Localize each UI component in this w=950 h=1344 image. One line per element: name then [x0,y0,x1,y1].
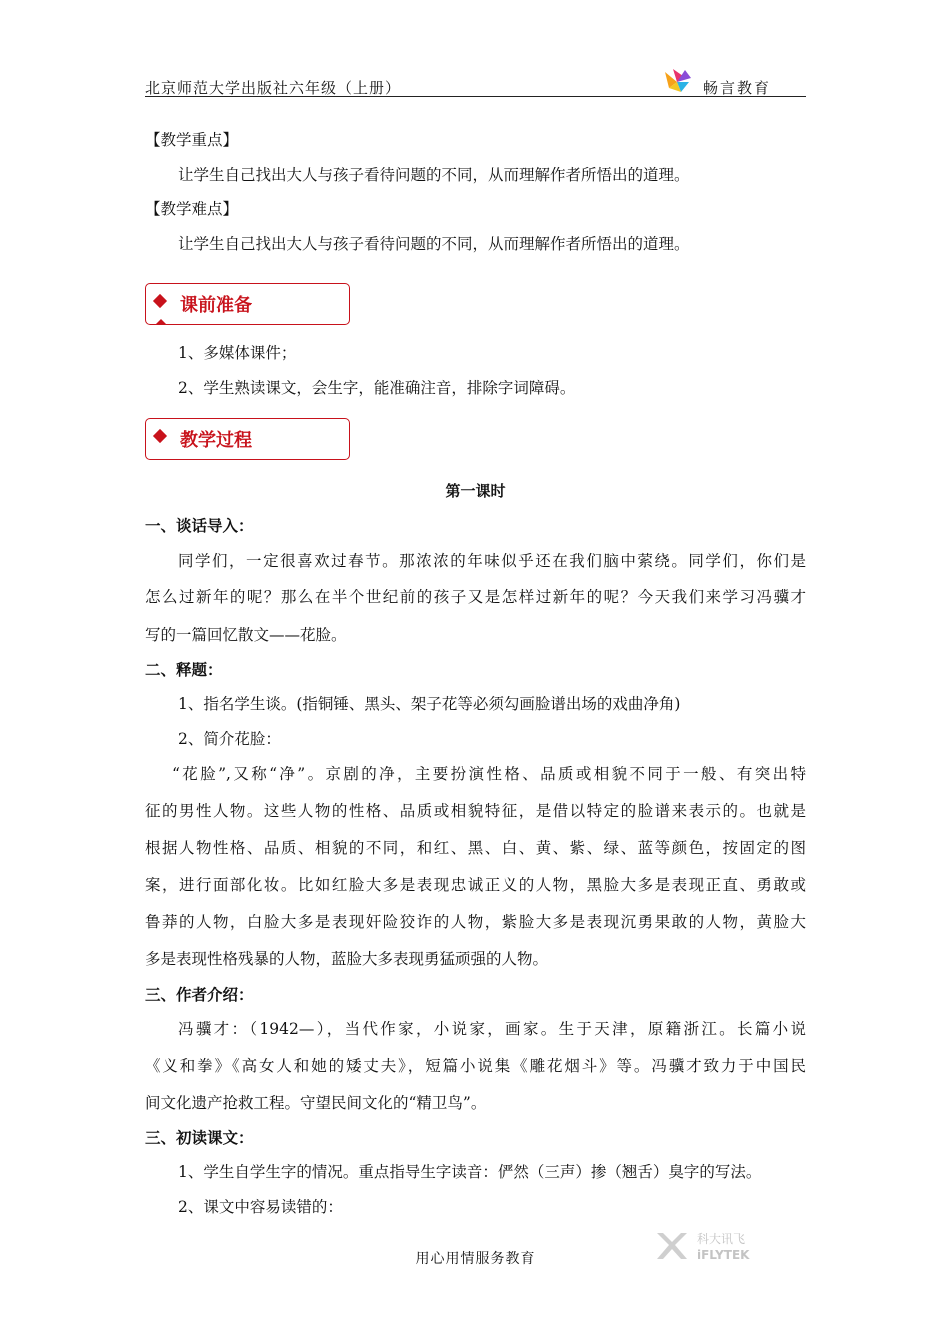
section-prep-box [145,283,350,325]
header-publisher: 北京师范大学出版社六年级（上册） [145,79,402,97]
author-para-line-1: 冯骥才：（1942—），当代作家，小说家，画家。生于天津，原籍浙江。长篇小说 [178,1020,806,1038]
heading-first-reading: 三、初读课文： [145,1128,254,1147]
explain-item-2: 2、简介花脸： [178,730,281,748]
huamian-para-line-4: 案，进行面部化妆。比如红脸大多是表现忠诚正义的人物，黑脸大多是表现正直、勇敢或 [145,876,806,894]
huamian-para-line-3: 根据人物性格、品质、相貌的不同，和红、黑、白、黄、紫、绿、蓝等颜色，按固定的图 [145,839,806,857]
huamian-para-line-2: 征的男性人物。这些人物的性格、品质或相貌特征，是借以特定的脸谱来表示的。也就是 [145,802,806,820]
iflytek-logo-icon [655,1229,770,1263]
heading-difficulties: 【教学难点】 [145,200,239,218]
explain-item-1: 1、指名学生谈。(指铜锤、黑头、架子花等必须勾画脸谱出场的戏曲净角) [178,695,681,713]
key-points-text: 让学生自己找出大人与孩子看待问题的不同，从而理解作者所悟出的道理。 [178,166,690,184]
heading-intro: 一、谈话导入： [145,516,254,535]
lesson-title: 第一课时 [445,482,506,500]
intro-para-line-2: 怎么过新年的呢？那么在半个世纪前的孩子又是怎样过新年的呢？今天我们来学习冯骥才 [145,588,806,606]
svg-text:科大讯飞: 科大讯飞 [697,1232,746,1246]
prep-item-2: 2、学生熟读课文，会生字，能准确注音，排除字词障碍。 [178,379,576,397]
section-prep-title: 课前准备 [180,295,252,316]
header-brand: 畅言教育 [703,79,772,97]
svg-text:iFLYTEK: iFLYTEK [697,1248,750,1262]
footer-slogan: 用心用情服务教育 [415,1251,536,1267]
section-process-box [145,418,350,460]
huamian-para-line-6: 多是表现性格残暴的人物，蓝脸大多表现勇猛顽强的人物。 [145,950,549,968]
huamian-para-line-5: 鲁莽的人物，白脸大多是表现奸险狡诈的人物，紫脸大多是表现沉勇果敢的人物，黄脸大 [145,913,806,931]
reading-item-2: 2、课文中容易读错的： [178,1198,343,1216]
triangle-icon [155,319,167,325]
header-rule [145,96,806,97]
heading-title-explain: 二、释题： [145,660,223,679]
author-para-line-3: 间文化遗产抢救工程。守望民间文化的“精卫鸟”。 [145,1094,487,1112]
diamond-icon [153,429,167,443]
huamian-para-line-1: “花脸”,又称“净”。京剧的净，主要扮演性格、品质或相貌不同于一般、有突出特 [172,765,806,783]
heading-author: 三、作者介绍： [145,985,254,1004]
section-process-title: 教学过程 [180,430,252,451]
prep-item-1: 1、多媒体课件； [178,344,297,362]
intro-para-line-1: 同学们，一定很喜欢过春节。那浓浓的年味似乎还在我们脑中萦绕。同学们，你们是 [178,552,806,570]
diamond-icon [153,294,167,308]
heading-key-points: 【教学重点】 [145,131,239,149]
brand-logo-icon [663,66,695,94]
difficulties-text: 让学生自己找出大人与孩子看待问题的不同，从而理解作者所悟出的道理。 [178,235,690,253]
author-para-line-2: 《义和拳》《高女人和她的矮丈夫》，短篇小说集《雕花烟斗》等。冯骥才致力于中国民 [145,1057,806,1075]
intro-para-line-3: 写的一篇回忆散文——花脸。 [145,626,347,644]
reading-item-1: 1、学生自学生字的情况。重点指导生字读音：俨然（三声）掺（翘舌）臭字的写法。 [178,1163,762,1181]
